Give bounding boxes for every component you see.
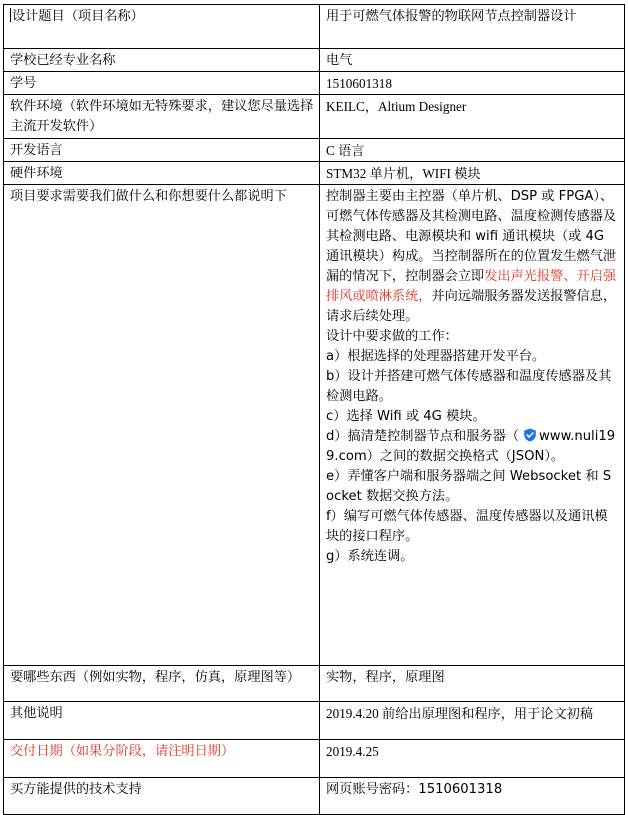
delivery-date-value: 2019.4.25: [320, 740, 625, 778]
requirements-label: 项目要求需要我们做什么和你想要什么都说明下: [4, 185, 320, 666]
row-school: [4, 49, 625, 72]
language-label: 开发语言: [4, 139, 320, 162]
software-env-label: 软件环境（软件环境如无特殊要求，建议您尽量选择主流开发软件）: [4, 95, 320, 139]
work-item-f: f）编写可燃气体传感器、温度传感器以及通讯模块的接口程序。: [326, 509, 608, 544]
student-id-label: 学号: [4, 72, 320, 95]
work-item-g: g）系统连调。: [326, 549, 414, 564]
row-delivery-date: [4, 740, 625, 778]
row-deliverables: [4, 666, 625, 702]
row-title: [4, 5, 625, 49]
work-item-b: b）设计并搭建可燃气体传感器和温度传感器及其检测电路。: [326, 369, 612, 404]
requirements-value: [320, 185, 625, 666]
deliverables-label: 要哪些东西（例如实物，程序，仿真，原理图等）: [4, 666, 320, 702]
software-env-value: KEILC，Altium Designer: [320, 95, 625, 139]
shield-check-icon: [523, 428, 537, 442]
title-value: 用于可燃气体报警的物联网节点控制器设计: [320, 5, 625, 49]
work-item-e: e）弄懂客户端和服务器端之间 Websocket 和 Socket 数据交换方法。: [326, 469, 612, 504]
requirements-intro: 控制器主要由主控器（单片机、DSP 或 FPGA）、可燃气体传感器及其检测电路、温度检测传感器及其检测电路、电源模块和 wifi 通讯模块（或 4G 通讯模块）构成。当控制器所在的位置发生燃气泄漏的情况下，控制器会立即发出声光报警、开启强排风或喷淋系统，并向远端服务器发送报警信息，请求后续处理。: [326, 189, 617, 324]
row-requirements: [4, 185, 625, 666]
school-value: 电气: [320, 49, 625, 72]
row-language: [4, 139, 625, 162]
row-other: [4, 702, 625, 740]
row-software-env: [4, 95, 625, 139]
alarm-highlight: 发出声光报警、开启强排风或喷淋系统，: [326, 269, 617, 304]
hardware-env-label: 硬件环境: [4, 162, 320, 185]
title-label: 设计题目（项目名称）: [4, 5, 320, 49]
school-label: 学校已经专业名称: [4, 49, 320, 72]
tech-support-label: 买方能提供的技术支持: [4, 778, 320, 815]
other-label: 其他说明: [4, 702, 320, 740]
work-item-c: c）选择 Wifi 或 4G 模块。: [326, 409, 486, 424]
student-id-value: 1510601318: [320, 72, 625, 95]
other-value: 2019.4.20 前给出原理图和程序，用于论文初稿: [320, 702, 625, 740]
work-item-a: a）根据选择的处理器搭建开发平台。: [326, 349, 546, 364]
row-student-id: [4, 72, 625, 95]
text-cursor: [10, 8, 11, 22]
tech-support-value: 网页账号密码：1510601318: [320, 778, 625, 815]
work-heading: 设计中要求做的工作：: [326, 329, 458, 344]
hardware-env-value: STM32 单片机，WIFI 模块: [320, 162, 625, 185]
language-value: C 语言: [320, 139, 625, 162]
row-hardware-env: [4, 162, 625, 185]
project-spec-table: [3, 4, 625, 815]
deliverables-value: 实物，程序，原理图: [320, 666, 625, 702]
delivery-date-label: 交付日期（如果分阶段，请注明日期）: [4, 740, 320, 778]
work-item-d: d）搞清楚控制器节点和服务器（ www.nuli199.com）之间的数据交换格式（JSON）。: [326, 429, 616, 464]
